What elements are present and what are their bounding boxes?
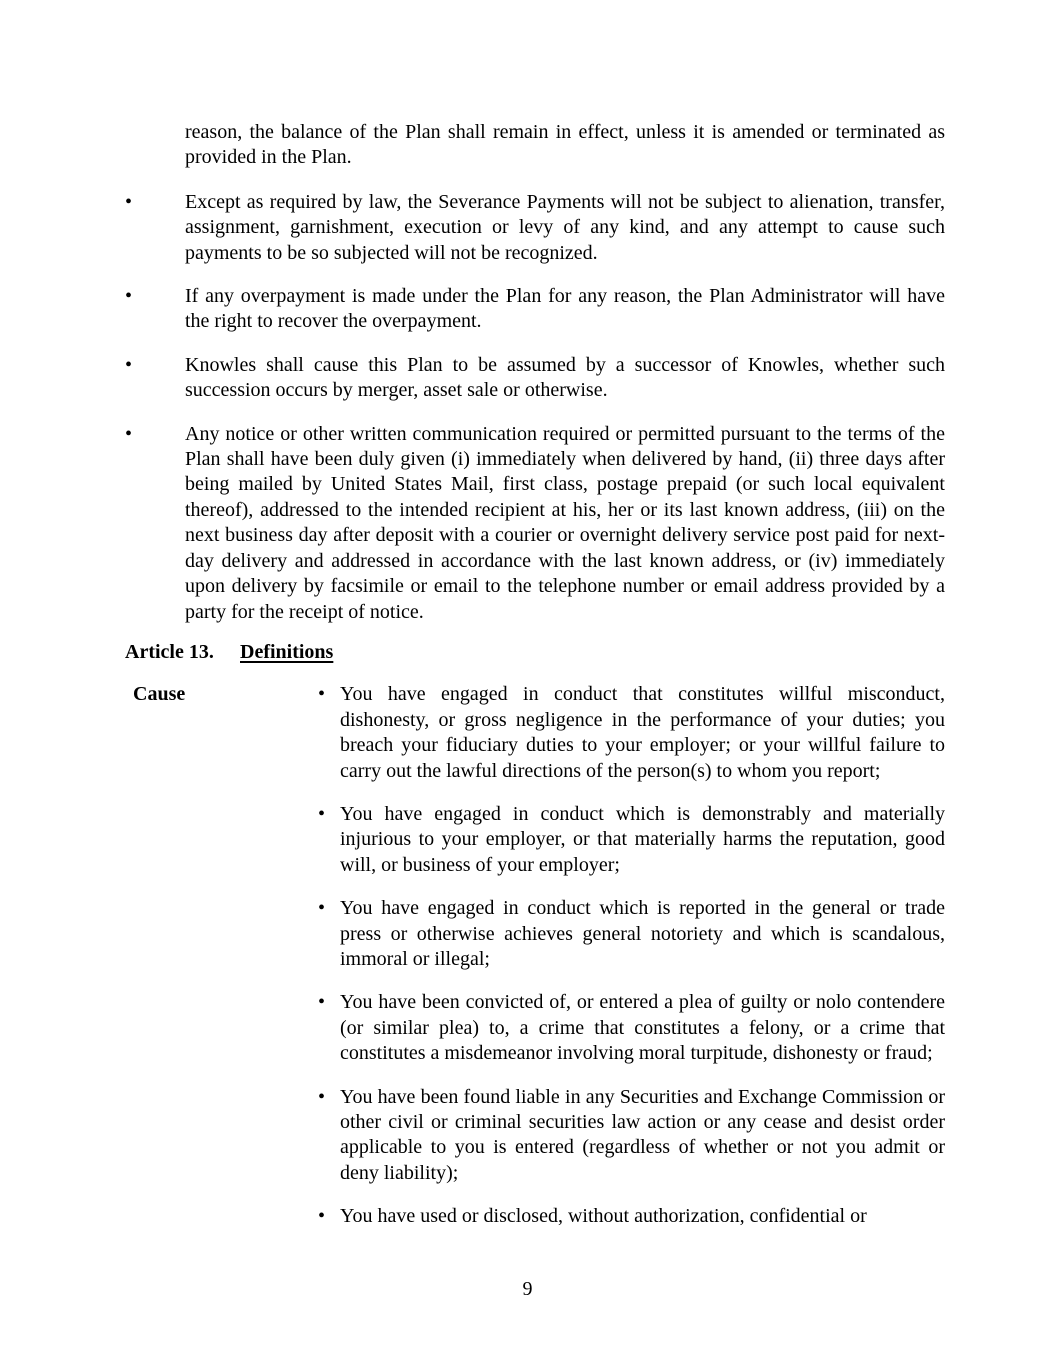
article-title: Definitions xyxy=(240,640,334,663)
bullet-icon: • xyxy=(125,285,133,308)
definition-bullet-text: You have engaged in conduct which is reported in the general or trade press or otherwise achieves general notoriety and which is scandalous, immoral or illegal; xyxy=(340,897,945,970)
definition-bullet-text: You have used or disclosed, without authorization, confidential or xyxy=(340,1205,867,1228)
definition-list xyxy=(318,682,945,1247)
page-number: 9 xyxy=(522,1278,533,1300)
article-number: Article 13. xyxy=(125,640,214,663)
paragraph-continuation: reason, the balance of the Plan shall remain in effect, unless it is amended or terminated as provided in the Plan. xyxy=(185,121,945,169)
bullet-text: Any notice or other written communication required or permitted pursuant to the terms of the Plan shall have been duly given (i) immediately when delivered by hand, (ii) three days after being mailed by United States Mail, first class, postage prepaid (or such local equivalent thereof), addressed to the intended recipient at his, her or its last known address, (iii) on the next business day after deposit with a courier or overnight delivery service post paid for next-day delivery and addressed in accordance with the last known address, or (iv) immediately upon delivery by facsimile or email to the telephone number or email address provided by a party for the receipt of notice. xyxy=(185,422,945,623)
definition-bullet-item xyxy=(318,802,945,878)
bullet-icon: • xyxy=(125,190,133,213)
definition-bullet-item xyxy=(318,896,945,972)
bullet-text: If any overpayment is made under the Plan for any reason, the Plan Administrator will have the right to recover the overpayment. xyxy=(185,285,945,333)
article-heading xyxy=(125,640,945,665)
definition-term-cause: Cause xyxy=(133,683,186,706)
bullet-item xyxy=(125,353,945,404)
definition-bullet-item xyxy=(318,1085,945,1187)
bullet-icon: • xyxy=(125,422,133,445)
bullet-icon: • xyxy=(318,1205,326,1228)
bullet-icon: • xyxy=(318,897,326,920)
definition-bullet-item xyxy=(318,1204,945,1229)
definition-bullet-item xyxy=(318,682,945,784)
bullet-icon: • xyxy=(318,1085,326,1108)
bullet-icon: • xyxy=(318,683,326,706)
definition-bullet-item xyxy=(318,990,945,1066)
bullet-icon: • xyxy=(318,802,326,825)
bullet-icon: • xyxy=(318,991,326,1014)
bullet-text: Except as required by law, the Severance Payments will not be subject to alienation, transfer, assignment, garnishment, execution or levy of any kind, and any attempt to cause such payments to be so subjected will not be recognized. xyxy=(185,190,945,264)
bullet-item xyxy=(125,190,945,266)
definition-bullet-text: You have engaged in conduct that constitutes willful misconduct, dishonesty, or gross negligence in the performance of your duties; you breach your fiduciary duties to your employer; or your willful failure to carry out the lawful directions of the person(s) to whom you report; xyxy=(340,683,945,782)
definition-row xyxy=(125,682,945,1247)
definition-bullet-text: You have been found liable in any Securities and Exchange Commission or other civil or criminal securities law action or any cease and desist order applicable to you is entered (regardless of whether or not you admit or deny liability); xyxy=(340,1085,945,1184)
definition-bullet-text: You have been convicted of, or entered a plea of guilty or nolo contendere (or similar plea) to, a crime that constitutes a felony, or a crime that constitutes a misdemeanor involving moral turpitude, dishonesty or fraud; xyxy=(340,991,945,1065)
bullet-item xyxy=(125,422,945,625)
bullet-text: Knowles shall cause this Plan to be assumed by a successor of Knowles, whether such succession occurs by merger, asset sale or otherwise. xyxy=(185,353,945,402)
bullet-icon: • xyxy=(125,353,133,376)
document-body xyxy=(125,120,945,1248)
definition-bullet-text: You have engaged in conduct which is demonstrably and materially injurious to your employer, or that materially harms the reputation, good will, or business of your employer; xyxy=(340,802,945,876)
bullet-item xyxy=(125,284,945,335)
